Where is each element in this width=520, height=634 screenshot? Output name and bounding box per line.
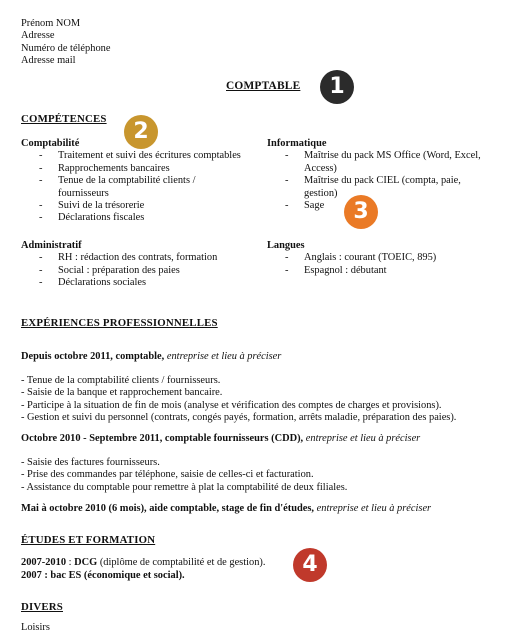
etudes-line-1 xyxy=(21,557,265,569)
divers-loisirs: Loisirs xyxy=(21,622,50,633)
list-item: - Social : préparation des paies xyxy=(21,265,261,277)
experience-line: - Tenue de la comptabilité clients / fournisseurs. xyxy=(21,375,221,386)
experience-1-details xyxy=(21,375,456,425)
badge-2-number: 2 xyxy=(133,118,149,144)
list-item: - Maîtrise du pack MS Office (Word, Excel, Access) xyxy=(267,150,482,175)
section-title-competences: COMPÉTENCES xyxy=(21,113,107,125)
list-item: - Maîtrise du pack CIEL (compta, paie, gestion) xyxy=(267,175,482,200)
job-title: COMPTABLE xyxy=(226,80,301,92)
list-item: - Déclarations sociales xyxy=(21,277,261,289)
etudes-line-2 xyxy=(21,570,185,582)
experience-line: - Participe à la situation de fin de mois (analyse et vérification des comptes de charges et provisions). xyxy=(21,399,442,411)
competence-informatique-list xyxy=(267,150,482,212)
experience-1-title: Depuis octobre 2011, comptable, xyxy=(21,351,165,362)
list-item: - Sage xyxy=(267,200,482,212)
experience-3-place: entreprise et lieu à préciser xyxy=(316,503,432,514)
experience-1-place: entreprise et lieu à préciser xyxy=(166,351,282,362)
contact-name: Prénom NOM xyxy=(21,18,81,29)
contact-phone: Numéro de téléphone xyxy=(21,42,111,54)
competence-administratif xyxy=(21,240,261,290)
etudes-description: (diplôme de comptabilité et de gestion). xyxy=(97,557,266,568)
list-item: - Rapprochements bancaires xyxy=(21,163,261,175)
number-badge-4 xyxy=(293,548,327,582)
etudes-bac: 2007 : bac ES (économique et social). xyxy=(21,570,185,581)
list-item: - Déclarations fiscales xyxy=(21,212,261,224)
competence-comptabilite-list xyxy=(21,150,261,224)
competence-langues xyxy=(267,240,482,277)
list-item: - Anglais : courant (TOEIC, 895) xyxy=(267,252,482,264)
section-title-divers: DIVERS xyxy=(21,601,63,613)
experience-line: - Saisie de la banque et rapprochement bancaire. xyxy=(21,387,223,399)
contact-email: Adresse mail xyxy=(21,55,76,67)
competence-informatique-title: Informatique xyxy=(267,138,327,149)
competence-langues-title: Langues xyxy=(267,240,305,251)
competence-comptabilite xyxy=(21,138,261,225)
experience-line: - Gestion et suivi du personnel (contrats, congés payés, formation, arrêts maladie, préparation des paies). xyxy=(21,412,457,424)
experience-line: - Prise des commandes par téléphone, saisie de celles-ci et facturation. xyxy=(21,469,314,481)
etudes-date: 2007-2010 xyxy=(21,557,67,568)
competence-comptabilite-title: Comptabilité xyxy=(21,138,80,149)
section-title-etudes: ÉTUDES ET FORMATION xyxy=(21,534,156,546)
contact-block xyxy=(21,18,110,68)
list-item: - Tenue de la comptabilité clients / fournisseurs xyxy=(21,175,208,200)
list-item: - Suivi de la trésorerie xyxy=(21,200,261,212)
badge-1-number: 1 xyxy=(329,73,345,99)
list-item: - RH : rédaction des contrats, formation xyxy=(21,252,261,264)
list-item: - Espagnol : débutant xyxy=(267,265,482,277)
contact-address: Adresse xyxy=(21,30,55,42)
competence-langues-list xyxy=(267,252,482,277)
etudes-separator: : xyxy=(66,557,75,568)
experience-3-heading xyxy=(21,503,431,515)
number-badge-1 xyxy=(320,70,354,104)
experience-2-heading xyxy=(21,433,420,445)
experience-3-title: Mai à octobre 2010 (6 mois), aide comptable, stage de fin d'études, xyxy=(21,503,315,514)
etudes-degree: DCG xyxy=(74,557,98,568)
experience-1-heading xyxy=(21,351,281,363)
experience-line: - Assistance du comptable pour remettre à plat la comptabilité de deux filiales. xyxy=(21,481,348,493)
competence-informatique xyxy=(267,138,482,212)
list-item: - Traitement et suivi des écritures comptables xyxy=(21,150,261,162)
experience-line: - Saisie des factures fournisseurs. xyxy=(21,457,160,468)
section-title-experiences: EXPÉRIENCES PROFESSIONNELLES xyxy=(21,317,218,329)
badge-3-number: 3 xyxy=(353,198,369,224)
badge-4-number: 4 xyxy=(302,551,318,577)
experience-2-title: Octobre 2010 - Septembre 2011, comptable fournisseurs (CDD), xyxy=(21,433,304,444)
competence-administratif-title: Administratif xyxy=(21,240,82,251)
experience-2-details xyxy=(21,457,347,494)
competence-administratif-list xyxy=(21,252,261,289)
experience-2-place: entreprise et lieu à préciser xyxy=(305,433,421,444)
